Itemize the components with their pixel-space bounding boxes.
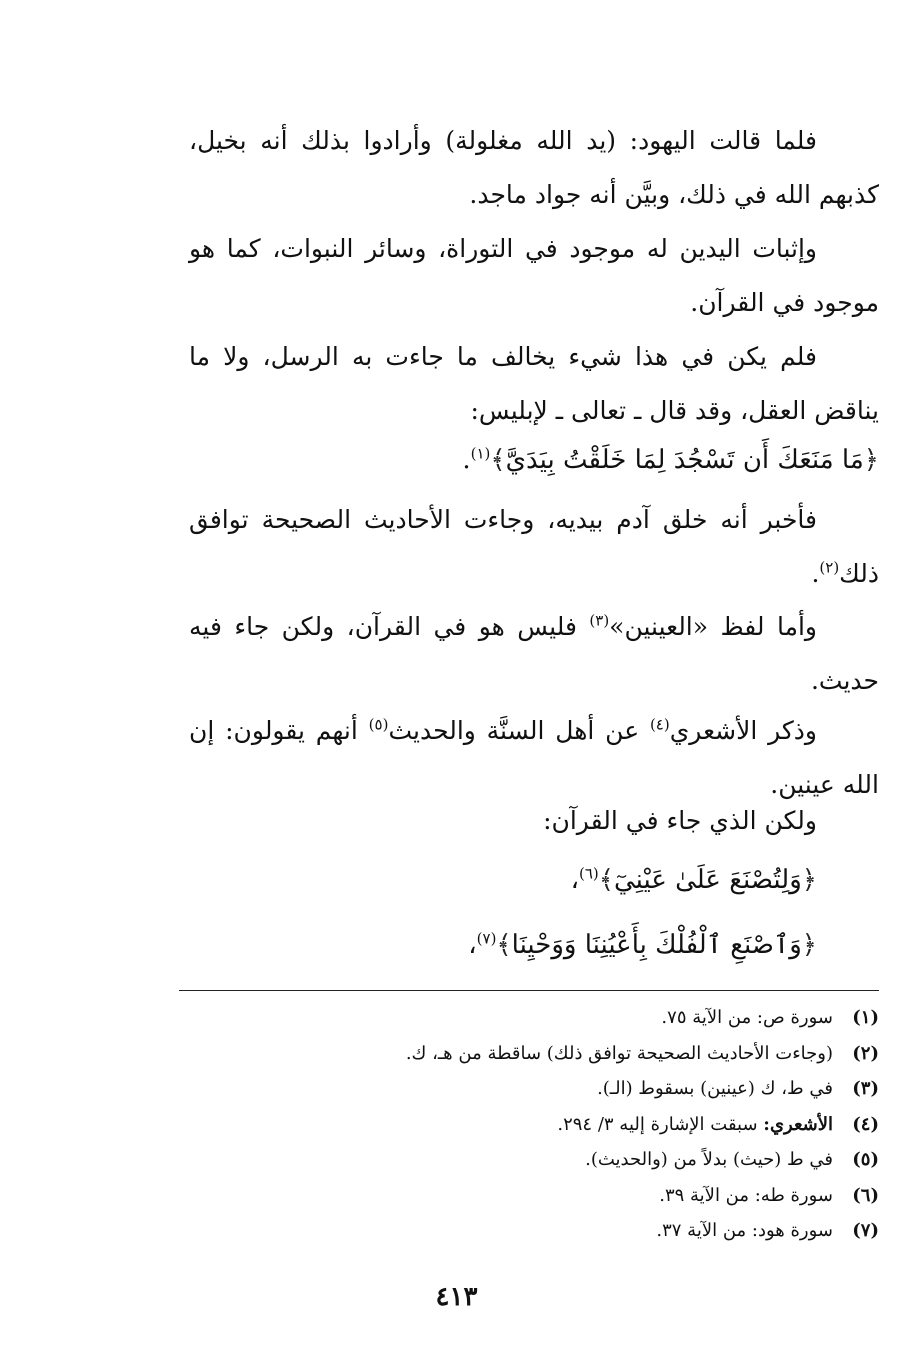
footnote-number: (٧) [852,1220,879,1241]
footnote-3 [179,1071,879,1107]
page-number: ٤١٣ [435,1282,478,1312]
footnote-text: الأشعري: سبقت الإشارة إليه ٣/ ٢٩٤. [557,1113,833,1135]
verse-text: مَا مَنَعَكَ أَن تَسْجُدَ لِمَا خَلَقْتُ بِيَدَيَّ [505,445,864,475]
paragraph-5: وأما لفظ «العينين»$^{(٣)}$ فليس هو في القرآن، ولكن جاء فيه حديث. [189,611,879,695]
verse-close-bracket: ﴾ [496,930,512,960]
paragraph-7: ولكن الذي جاء في القرآن: [543,806,817,835]
footnote-2 [179,1036,879,1072]
paragraph-2: وإثبات اليدين له موجود في التوراة، وسائر النبوات، كما هو موجود في القرآن. [189,234,879,317]
footnote-4 [179,1107,879,1143]
footnote-ref-6: (٦) [578,864,599,883]
verse-close-bracket: ﴾ [598,865,614,895]
footnote-ref-4: (٤) [649,715,670,734]
footnote-text: سورة طه: من الآية ٣٩. [659,1184,833,1206]
footnote-ref-7: (٧) [476,929,497,948]
verse-open-bracket: ﴿ [801,930,817,960]
footnote-text: سورة ص: من الآية ٧٥. [661,1007,833,1028]
footnote-5 [179,1142,879,1178]
verse-text: وَٱصْنَعِ ٱلْفُلْكَ بِأَعْيُنِنَا وَوَحْيِنَا [511,930,802,960]
footnote-ref-2: (٢) [819,558,840,577]
footnote-6 [179,1178,879,1214]
footnote-ref-5: (٥) [368,715,389,734]
verse-text: وَلِتُصْنَعَ عَلَىٰ عَيْنِيٓ [614,865,802,895]
footnote-lead: الأشعري: [763,1113,833,1135]
footnote-ref-1: (١) [470,444,491,463]
paragraph-6: وذكر الأشعري$^{(٤)}$ عن أهل السنَّة والحديث$^{(٥)}$ أنهم يقولون: إن الله عينين. [189,715,879,799]
footnote-number: (٦) [852,1184,879,1206]
footnotes-list [179,1000,879,1249]
paragraph-4: فأخبر أنه خلق آدم بيديه، وجاءت الأحاديث الصحيحة توافق ذلك$^{(٢)}$. [189,505,879,588]
quran-verse-1: ﴿مَا مَنَعَكَ أَن تَسْجُدَ لِمَا خَلَقْتُ بِيَدَيَّ﴾$^{(١)}$. [462,444,879,475]
quran-verse-3: ﴿وَٱصْنَعِ ٱلْفُلْكَ بِأَعْيُنِنَا وَوَحْيِنَا﴾$^{(٧)}$، [468,929,817,960]
footnote-text: في ط، ك (عينين) بسقوط (الـ). [597,1078,833,1099]
footnote-number: (٤) [852,1113,879,1135]
footnote-text: في ط (حيث) بدلاً من (والحديث). [585,1149,833,1170]
footnote-text: سورة هود: من الآية ٣٧. [656,1220,833,1241]
footnote-ref-3: (٣) [589,611,610,630]
footnote-text: (وجاءت الأحاديث الصحيحة توافق ذلك) ساقطة من هـ، ك. [405,1042,833,1064]
paragraph-3: فلم يكن في هذا شيء يخالف ما جاءت به الرسل، ولا ما يناقض العقل، وقد قال ـ تعالى ـ لإبليس: [189,342,879,425]
footnote-7 [179,1213,879,1249]
quran-verse-2: ﴿وَلِتُصْنَعَ عَلَىٰ عَيْنِيٓ﴾$^{(٦)}$، [570,864,817,895]
footnote-number: (٥) [852,1149,879,1170]
paragraph-1: فلما قالت اليهود: (يد الله مغلولة) وأرادوا بذلك أنه بخيل، كذبهم الله في ذلك، وبيَّن أنه جواد ماجد. [189,126,879,209]
verse-close-bracket: ﴾ [490,445,506,475]
footnote-number: (٣) [852,1078,879,1099]
footnote-divider [179,990,879,991]
footnote-number: (٢) [852,1042,879,1064]
footnote-1 [179,1000,879,1036]
footnote-number: (١) [852,1007,879,1028]
verse-open-bracket: ﴿ [863,445,879,475]
verse-open-bracket: ﴿ [801,865,817,895]
